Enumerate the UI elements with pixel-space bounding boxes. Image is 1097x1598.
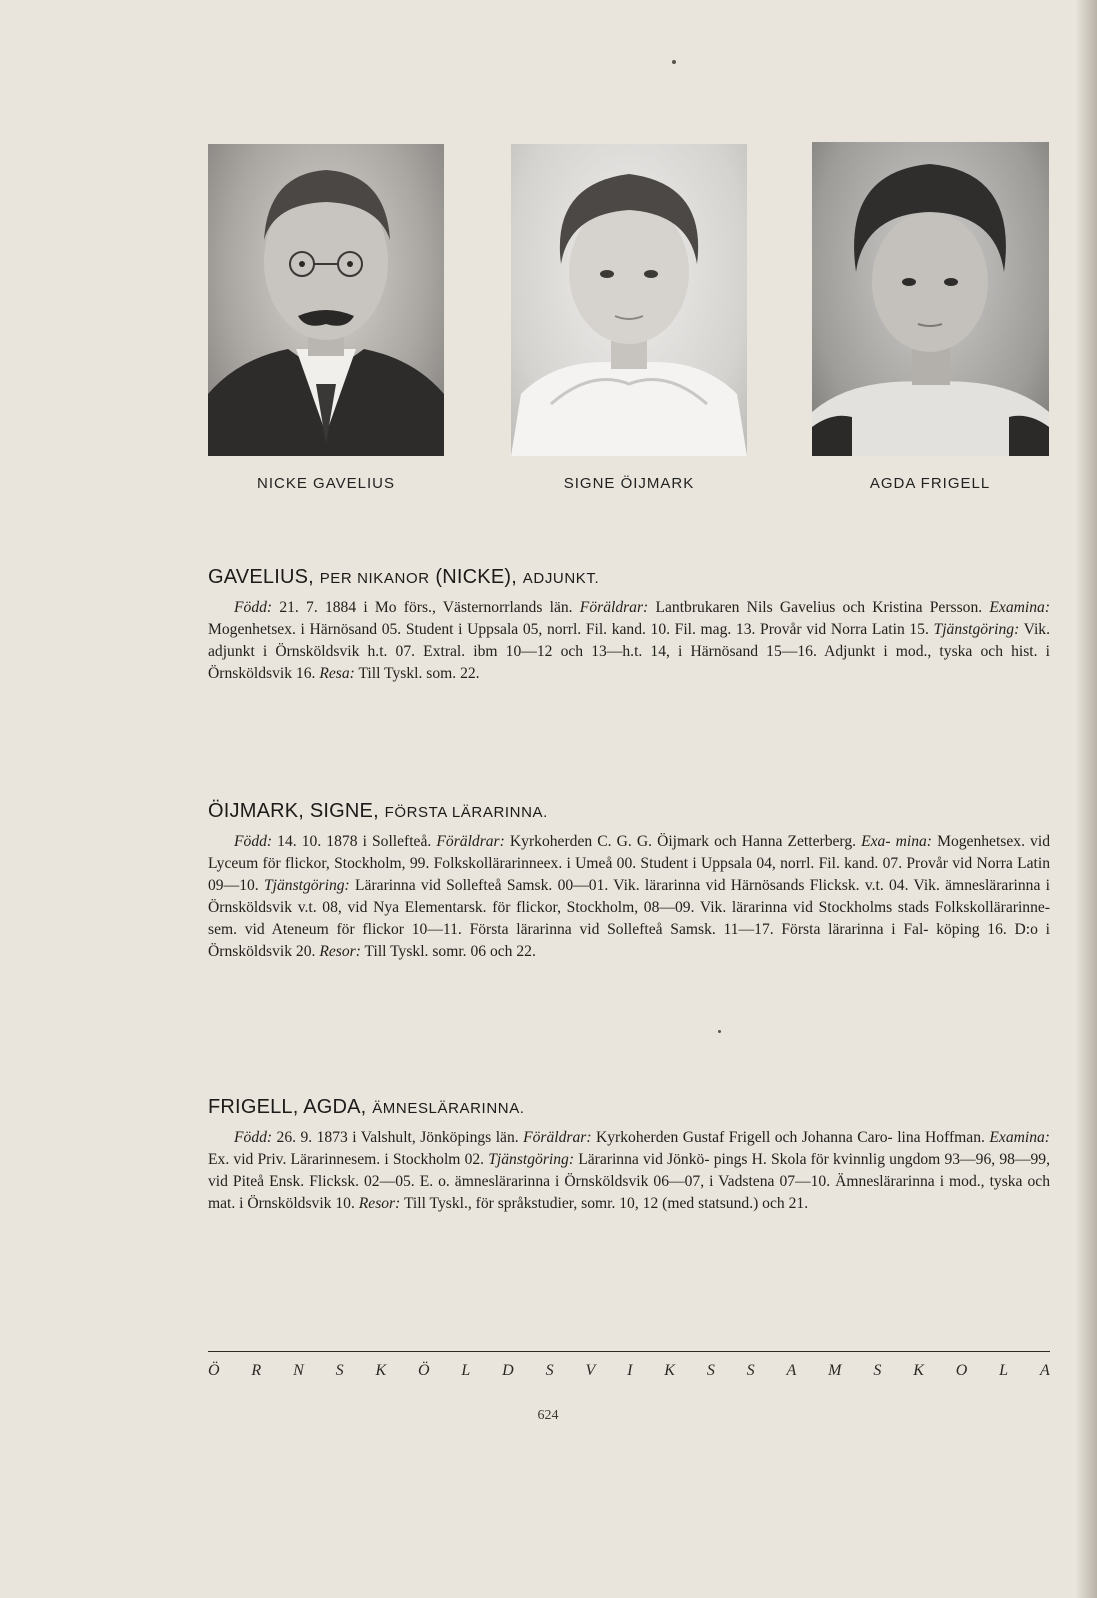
portrait-caption: AGDA FRIGELL [869,475,991,492]
field-text: Mogenhetsex. vid Lyceum för flickor, Stockholm, 99. Folkskollärarinneex. i Umeå 00. Student i Uppsala 04, norrl. Fil. kand. 07. Provår vid Norra Latin 09—10. [208,833,1050,894]
field-text: 26. 9. 1873 i Valshult, Jönköpings län. [272,1129,524,1146]
field-text: 14. 10. 1878 i Sollefteå. [272,833,437,850]
entry-body [208,597,1050,685]
field-label: Tjänstgöring: [263,877,350,894]
field-text: Lärarinna vid Jönkö- pings H. Skola för kvinnlig ungdom 93—96, 98—99, vid Piteå Ensk. Flicksk. 02—05. E. o. ämneslärarinna i Örnsköldsvik 06—07, i Vadstena 07—10. Ämneslärarinna i mod., tyska och mat. i Örnsköldsvik 10. [208,1151,1050,1212]
biography-entry [208,566,1050,685]
portrait-caption: NICKE GAVELIUS [257,475,395,492]
field-label: Föräldrar: [523,1129,592,1146]
field-label: Föräldrar: [436,833,505,850]
portrait-man-icon [208,144,444,456]
field-text: Lärarinna vid Sollefteå Samsk. 00—01. Vik. lärarinna vid Härnösands Flicksk. v.t. 04. Vik. ämneslärarinna i Örnsköldsvik v.t. 08, vid Nya Elementarsk. för flickor, Stockholm, 08—09. Vik. lärarinna vid Stockholms stads Folkskollärarinne- sem. vid Ateneum för flickor 10—11. Första lärarinna vid Sollefteå Samsk. 11—17. Första lärarinna i Fal- köping 16. D:o i Örnsköldsvik 20. [208,877,1050,960]
footer-letter: S [545,1362,554,1379]
footer-letter: S [873,1362,882,1379]
field-label: Tjänstgöring: [933,621,1020,638]
footer-letter: K [375,1362,387,1379]
entry-nickname: (NICKE), [435,566,518,588]
biography-entry [208,1096,1050,1215]
field-text: Lantbrukaren Nils Gavelius och Kristina Persson. [648,599,990,616]
page-number: 624 [537,1408,559,1423]
entry-heading [208,800,1050,823]
entry-given-name: AGDA, [303,1096,367,1118]
entry-body [208,1127,1050,1215]
footer-letter: I [627,1362,633,1379]
footer-letter: A [1039,1362,1050,1379]
field-label: Exa- mina: [861,833,932,850]
field-text: Kyrkoherden C. G. G. Öijmark och Hanna Zetterberg. [504,833,862,850]
footer-letter: S [335,1362,344,1379]
field-label: Resor: [358,1195,401,1212]
field-label: Född: [234,1129,273,1146]
field-text: Kyrkoherden Gustaf Frigell och Johanna Caro- lina Hoffman. [591,1129,990,1146]
entry-surname: ÖIJMARK, [208,800,305,822]
footer-rule [208,1351,1050,1352]
footer-letter: L [461,1362,471,1379]
field-text: Mogenhetsex. i Härnösand 05. Student i Uppsala 05, norrl. Fil. kand. 10. Fil. mag. 13. Provår vid Norra Latin 15. [208,621,934,638]
footer-letter: N [293,1362,304,1379]
portrait-photo-frigell [812,142,1049,456]
footer-letter: S [706,1362,715,1379]
entry-given-name: PER NIKANOR [319,570,430,587]
field-label: Resor: [319,943,361,960]
field-text: Vik. adjunkt i Örnsköldsvik h.t. 07. Extral. ibm 10—12 och 13—h.t. 14, i Härnösand 15—16. Adjunkt i mod., tyska och hist. i Örnsköldsvik 16. [208,621,1051,682]
footer-letter: O [955,1362,968,1379]
field-text: Ex. vid Priv. Lärarinnesem. i Stockholm 02. [208,1151,489,1168]
entry-surname: FRIGELL, [208,1096,299,1118]
entry-heading [208,1096,1050,1119]
footer-school-name [208,1362,1050,1380]
entry-title: ADJUNKT. [522,570,600,587]
portrait-caption: SIGNE ÖIJMARK [563,475,695,492]
footer-letter: D [502,1362,514,1379]
print-speck [718,1030,721,1033]
footer-letter: L [999,1362,1009,1379]
footer-letter: K [913,1362,924,1379]
portrait-photo-oijmark [511,144,747,456]
footer-letter: K [664,1362,675,1379]
entry-title: FÖRSTA LÄRARINNA. [384,804,548,821]
footer-letter: Ö [208,1362,220,1379]
entry-surname: GAVELIUS, [208,566,314,588]
entry-given-name: SIGNE, [309,800,379,822]
footer-letter: M [828,1362,842,1379]
footer-letter: R [251,1362,262,1379]
field-text: Till Tyskl., för språkstudier, somr. 10, 12 (med statsund.) och 21. [400,1195,809,1212]
portrait-woman-icon [511,144,747,456]
footer-letter: V [585,1362,596,1379]
field-label: Resa: [319,665,355,682]
field-label: Född: [234,833,273,850]
portrait-woman-icon [812,142,1049,456]
entry-heading [208,566,1050,589]
footer-letter: Ö [417,1362,430,1379]
entry-body [208,831,1050,963]
entry-title: ÄMNESLÄRARINNA. [372,1100,525,1117]
field-label: Examina: [989,1129,1050,1146]
field-text: Till Tyskl. som. 22. [354,665,480,682]
field-label: Föräldrar: [579,599,649,616]
field-text: Till Tyskl. somr. 06 och 22. [360,943,536,960]
portrait-photo-gavelius [208,144,444,456]
portrait-row [0,0,1097,492]
field-label: Examina: [989,599,1051,616]
field-text: 21. 7. 1884 i Mo förs., Västernorrlands län. [272,599,580,616]
biography-entry [208,800,1050,963]
footer-letter: A [786,1362,797,1379]
print-speck [672,60,676,64]
field-label: Född: [234,599,273,616]
field-label: Tjänstgöring: [488,1151,575,1168]
footer-letter: S [746,1362,755,1379]
